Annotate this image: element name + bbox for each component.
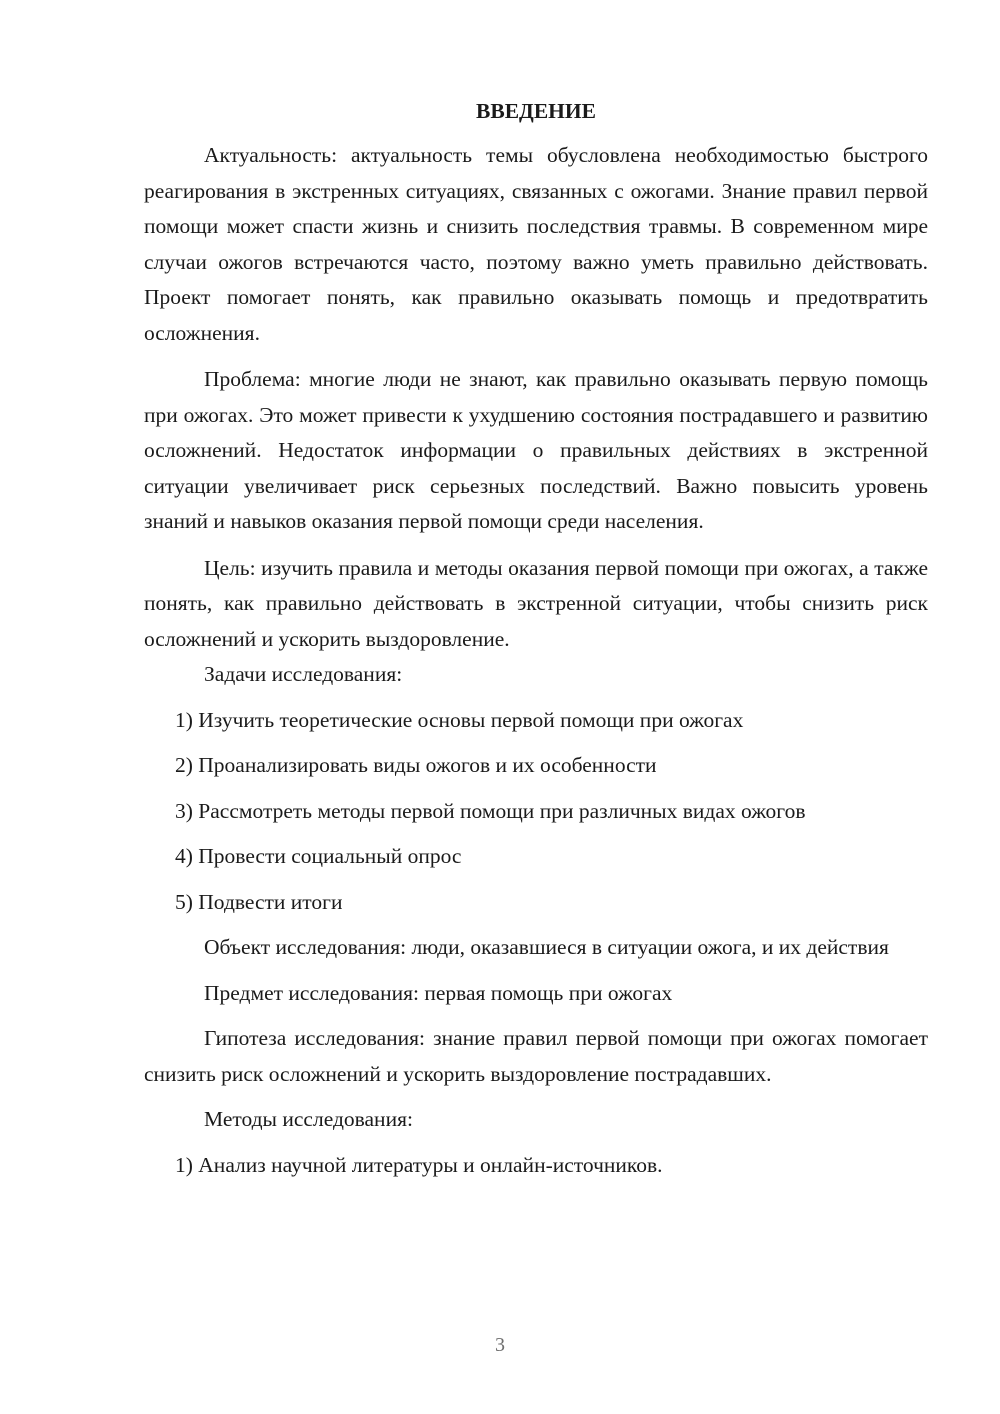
methods-heading: Методы исследования: [204, 1107, 413, 1131]
subject-paragraph: Предмет исследования: первая помощь при ожогах [204, 980, 673, 1005]
object-paragraph: Объект исследования: люди, оказавшиеся в ситуации ожога, и их действия [204, 935, 889, 959]
hypothesis-paragraph: Гипотеза исследования: знание правил первой помощи при ожогах помогает снизить риск осложнений и ускорить выздоровление пострадавших. [144, 1026, 928, 1086]
task-item: 4) Провести социальный опрос [175, 844, 462, 868]
relevance-paragraph: Актуальность: актуальность темы обусловлена необходимостью быстрого реагирования в экстренных ситуациях, связанных с ожогами. Знание правил первой помощи может спасти жизнь и снизить последствия травмы. В современном мире случаи ожогов встречаются часто, поэтому важно уметь правильно действовать. Проект помогает понять, как правильно оказывать помощь и предотвратить осложнения. [144, 143, 928, 345]
task-item: 5) Подвести итоги [175, 889, 343, 914]
document-page [144, 96, 928, 1183]
tasks-heading: Задачи исследования: [204, 662, 403, 686]
goal-paragraph: Цель: изучить правила и методы оказания первой помощи при ожогах, а также понять, как правильно действовать в экстренной ситуации, чтобы снизить риск осложнений и ускорить выздоровление. [144, 555, 928, 651]
page-title: ВВЕДЕНИЕ [476, 99, 596, 123]
task-item: 2) Проанализировать виды ожогов и их особенности [175, 753, 657, 777]
page-number: 3 [495, 1334, 505, 1356]
method-item: 1) Анализ научной литературы и онлайн-источников. [175, 1152, 663, 1177]
task-item: 3) Рассмотреть методы первой помощи при различных видах ожогов [175, 798, 806, 823]
problem-paragraph: Проблема: многие люди не знают, как правильно оказывать первую помощь при ожогах. Это может привести к ухудшению состояния пострадавшего и развитию осложнений. Недостаток информации о правильных действиях в экстренной ситуации увеличивает риск серьезных последствий. Важно повысить уровень знаний и навыков оказания первой помощи среди населения. [144, 367, 928, 533]
task-item: 1) Изучить теоретические основы первой помощи при ожогах [175, 707, 744, 732]
